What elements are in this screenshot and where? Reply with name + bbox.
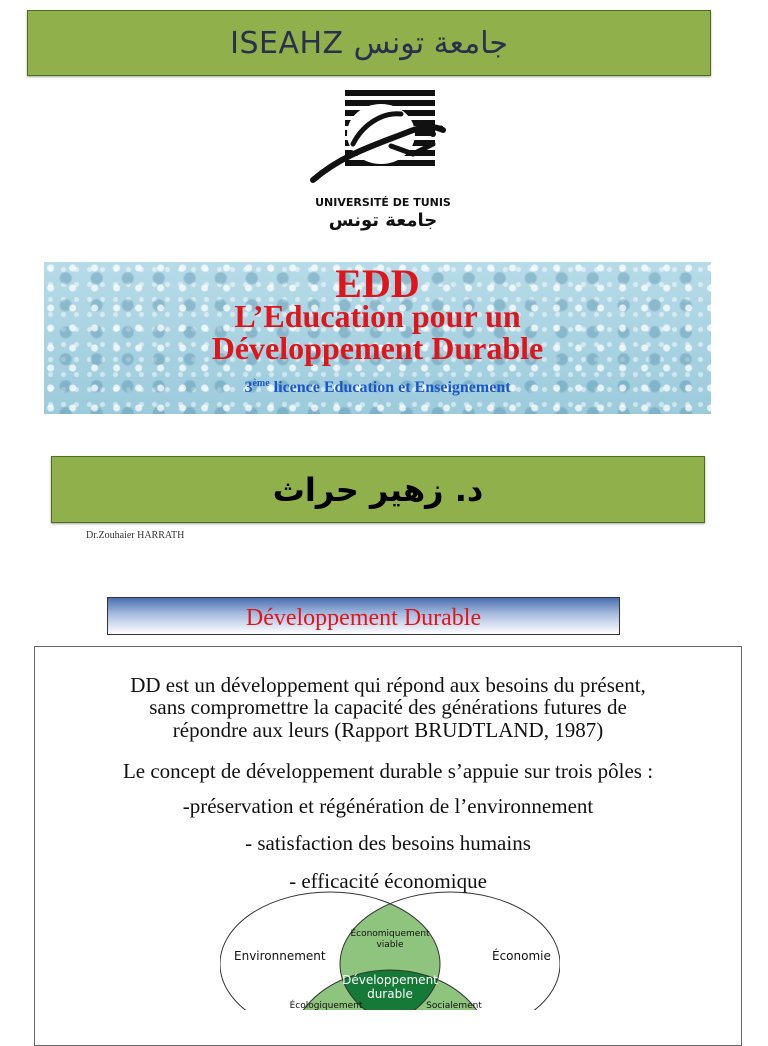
header-title: ISEAHZ جامعة تونس	[230, 26, 508, 61]
author-name-latin: Dr.Zouhaier HARRATH	[86, 530, 185, 541]
logo-caption-arabic: جامعة تونس	[328, 210, 438, 231]
venn-label-socially: Socialement	[426, 1001, 482, 1010]
logo-caption-french: UNIVERSITÉ DE TUNIS	[315, 196, 451, 209]
definition-line-1: DD est un développement qui répond aux besoins du présent,	[130, 673, 646, 697]
definition-line-3: répondre aux leurs (Rapport BRUDTLAND, 1987)	[172, 718, 604, 742]
venn-label-environment: Environnement	[234, 949, 326, 963]
level-text: licence Education et Enseignement	[269, 379, 511, 396]
pole-environment: -préservation et régénération de l’environnement	[182, 794, 594, 818]
banner-subtitle-line1: L’Education pour un	[234, 298, 521, 334]
venn-label-center-2: durable	[367, 987, 413, 1001]
banner-level	[44, 378, 711, 397]
section-title-box	[107, 597, 620, 635]
definition-line-2: sans compromettre la capacité des générations futures de	[149, 695, 627, 719]
venn-label-economy: Économie	[492, 949, 551, 963]
banner-subtitle-line2: Développement Durable	[211, 330, 544, 366]
sustainability-venn-diagram	[220, 890, 560, 1010]
banner-title: EDD	[335, 262, 420, 306]
university-logo	[283, 84, 483, 244]
content-box	[34, 646, 742, 1046]
level-number: 3	[244, 379, 253, 396]
pole-economic-efficiency: - efficacité économique	[289, 869, 487, 893]
course-banner	[44, 262, 711, 414]
venn-label-viable-1: Économiquement	[350, 929, 430, 939]
author-name-arabic: د. زهير حراث	[272, 471, 484, 509]
venn-label-ecologically: Écologiquement	[289, 1001, 363, 1010]
concept-line: Le concept de développement durable s’appuie sur trois pôles :	[122, 759, 654, 783]
section-title: Développement Durable	[245, 605, 482, 631]
venn-label-viable-2: viable	[376, 940, 404, 950]
header-bar	[27, 10, 711, 76]
venn-label-center-1: Développement	[342, 973, 438, 987]
university-emblem-icon	[283, 84, 483, 194]
author-bar	[51, 456, 705, 523]
pole-human-needs: - satisfaction des besoins humains	[245, 831, 531, 855]
level-superscript: ème	[252, 378, 270, 389]
